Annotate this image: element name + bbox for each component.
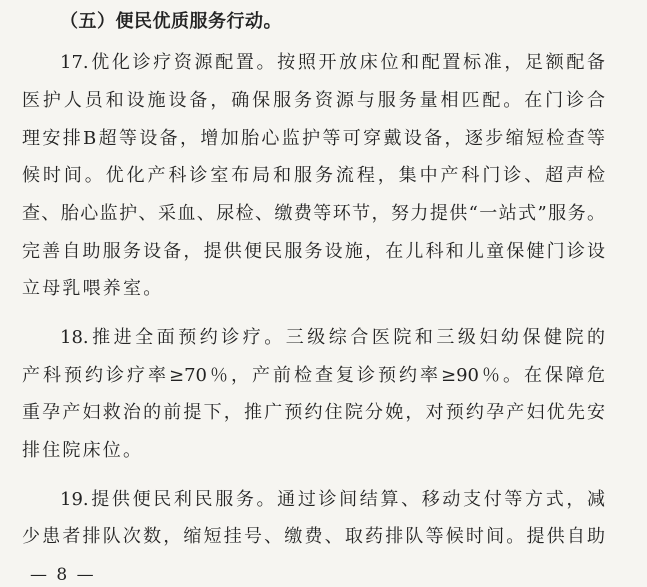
- paragraph-17-line-2: 医护人员和设施设备，确保服务资源与服务量相匹配。在门诊合: [22, 89, 605, 111]
- paragraph-17-line-7: 立母乳喂养室。: [22, 278, 164, 300]
- paragraph-19-line-2: 少患者排队次数，缩短挂号、缴费、取药排队等候时间。提供自助: [22, 526, 605, 548]
- document-page: [22, 3, 605, 567]
- paragraph-19: [22, 481, 605, 556]
- paragraph-17-line-3: 理安排B超等设备，增加胎心监护等可穿戴设备，逐步缩短检查等: [22, 127, 605, 149]
- paragraph-18-line-4: 排住院床位。: [22, 440, 144, 462]
- paragraph-18-line-3: 重孕产妇救治的前提下，推广预约住院分娩，对预约孕产妇优先安: [22, 402, 605, 424]
- section-heading: （五）便民优质服务行动。: [60, 11, 282, 32]
- page-number: — 8 —: [30, 565, 96, 585]
- paragraph-17-line-6: 完善自助服务设备，提供便民服务设施，在儿科和儿童保健门诊设: [22, 240, 605, 262]
- paragraph-18-line-2: 产科预约诊疗率≥70％，产前检查复诊预约率≥90％。在保障危: [22, 364, 605, 386]
- paragraph-18-line-1: 18.推进全面预约诊疗。三级综合医院和三级妇幼保健院的: [60, 327, 605, 348]
- paragraph-17: [22, 44, 605, 308]
- paragraph-17-line-5: 查、胎心监护、采血、尿检、缴费等环节，努力提供“一站式”服务。: [22, 202, 605, 224]
- paragraph-18: [22, 319, 605, 470]
- paragraph-19-line-1: 19.提供便民利民服务。通过诊间结算、移动支付等方式，减: [60, 488, 605, 510]
- paragraph-17-line-1: 17.优化诊疗资源配置。按照开放床位和配置标准，足额配备: [60, 52, 605, 74]
- paragraph-17-line-4: 候时间。优化产科诊室布局和服务流程，集中产科门诊、超声检: [22, 165, 605, 187]
